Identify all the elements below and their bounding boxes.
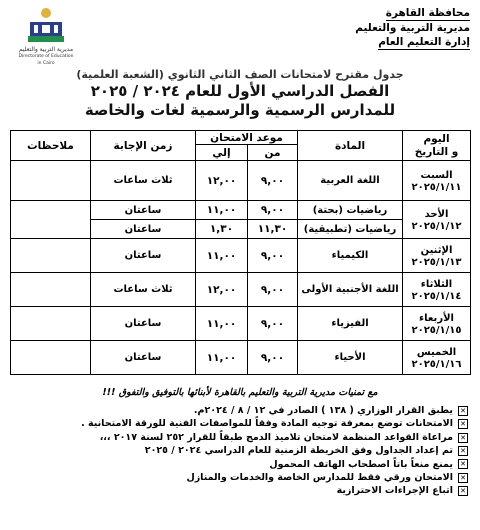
from-cell: ١١,٣٠ [248,220,298,239]
from-cell: ٩,٠٠ [248,201,298,220]
table-row [11,273,471,307]
subject-cell: رياضيات (بحتة) [298,201,403,220]
notes-cell [11,273,91,307]
notes-cell [11,201,91,239]
subject-cell: الفيزياء [298,307,403,341]
directorate-logo [16,6,76,66]
table-row [11,161,471,201]
checkbox-x-icon: ✕ [458,419,468,429]
duration-cell: ساعتان [91,201,196,220]
table-row [11,239,471,273]
table-header-row [11,131,471,145]
subject-cell: الأحياء [298,341,403,375]
org-directorate: مديرية التربية والتعليم [355,22,470,34]
from-cell: ٩,٠٠ [248,161,298,201]
notes-cell [11,341,91,375]
header-subject: المادة [298,131,403,161]
to-cell: ١١,٠٠ [196,307,248,341]
subject-cell: اللغة العربية [298,161,403,201]
header-duration: زمن الإجابة [91,131,196,161]
title-block [0,68,480,120]
day-cell: الثلاثاء ٢٠٢٥/١/١٤ [403,273,471,307]
day-cell: الأحد ٢٠٢٥/١/١٢ [403,201,471,239]
duration-cell: ساعتان [91,341,196,375]
schools-title: للمدارس الرسمية والرسمية لغات والخاصة [84,101,396,119]
table-row [11,201,471,220]
org-department: إدارة التعليم العام [378,36,470,48]
header-day-date: اليوم و التاريخ [403,131,471,161]
header-exam-time: موعد الامتحان [196,131,298,145]
list-item: ✕ يطبق القرار الوزاري ( ١٣٨ ) الصادر في ١٢ / ٨ / ٢٠٢٤م. [48,404,468,417]
list-item: ✕ تم إعداد الجداول وفق الخريطة الزمنية للعام الدراسي ٢٠٢٤ / ٢٠٢٥ [48,444,468,457]
day-cell: الإثنين ٢٠٢٥/١/١٣ [403,239,471,273]
to-cell: ١٢,٠٠ [196,273,248,307]
checkbox-x-icon: ✕ [458,473,468,483]
checkbox-x-icon: ✕ [458,486,468,496]
duration-cell: ساعتان [91,220,196,239]
to-cell: ١,٣٠ [196,220,248,239]
checkbox-x-icon: ✕ [458,446,468,456]
list-item: ✕ الامتحانات توضع بمعرفة توجيه المادة وفقاً للمواصفات الفنية للورقة الامتحانية . [48,417,468,430]
semester-title: الفصل الدراسي الأول للعام ٢٠٢٤ / ٢٠٢٥ [90,82,390,100]
to-cell: ١١,٠٠ [196,201,248,220]
header-to: إلي [196,145,248,161]
duration-cell: ثلاث ساعات [91,161,196,201]
from-cell: ٩,٠٠ [248,307,298,341]
wishes-line: مع تمنيات مديرية التربية والتعليم بالقاهرة لأبنائها بالتوفيق والتفوق !!! [102,387,378,398]
list-item: ✕ الامتحان ورقي فقط للمدارس الخاصة والخدمات والمنازل [48,471,468,484]
exam-schedule-table [10,130,471,375]
to-cell: ١١,٠٠ [196,341,248,375]
list-item: ✕ يمنع منعاً باتاً اصطحاب الهاتف المحمول [48,458,468,471]
header-notes: ملاحظات [11,131,91,161]
duration-cell: ساعتان [91,307,196,341]
day-cell: السبت ٢٠٢٥/١/١١ [403,161,471,201]
duration-cell: ثلاث ساعات [91,273,196,307]
directorate-logo-icon [24,6,68,46]
schedule-title: جدول مقترح لامتحانات الصف الثاني الثانوي (الشعبة العلمية) [76,68,404,81]
notes-cell [11,239,91,273]
to-cell: ١١,٠٠ [196,239,248,273]
from-cell: ٩,٠٠ [248,341,298,375]
table-row [11,341,471,375]
notes-cell [11,307,91,341]
subject-cell: رياضيات (تطبيقية) [298,220,403,239]
logo-caption-arabic: مديرية التربية والتعليم [18,46,74,53]
from-cell: ٩,٠٠ [248,273,298,307]
checkbox-x-icon: ✕ [458,406,468,416]
day-cell: الخميس ٢٠٢٥/١/١٦ [403,341,471,375]
checkbox-x-icon: ✕ [458,433,468,443]
day-cell: الأربعاء ٢٠٢٥/١/١٥ [403,307,471,341]
duration-cell: ساعتان [91,239,196,273]
org-governorate: محافظة القاهرة [385,7,470,19]
to-cell: ١٢,٠٠ [196,161,248,201]
notes-cell [11,161,91,201]
instructions-list [48,404,468,498]
header-from: من [248,145,298,161]
checkbox-x-icon: ✕ [458,459,468,469]
from-cell: ٩,٠٠ [248,239,298,273]
list-item: ✕ مراعاة القواعد المنظمة لامتحان تلاميذ الدمج طبقاً للقرار ٢٥٢ لسنة ٢٠١٧ ،،، [48,431,468,444]
list-item: ✕ اتباع الإجراءات الاحترازية [48,484,468,497]
table-row [11,307,471,341]
subject-cell: الكيمياء [298,239,403,273]
organization-header [340,6,470,50]
logo-caption-english: Directorate of Education in Cairo [18,54,74,66]
subject-cell: اللغة الأجنبية الأولى [298,273,403,307]
